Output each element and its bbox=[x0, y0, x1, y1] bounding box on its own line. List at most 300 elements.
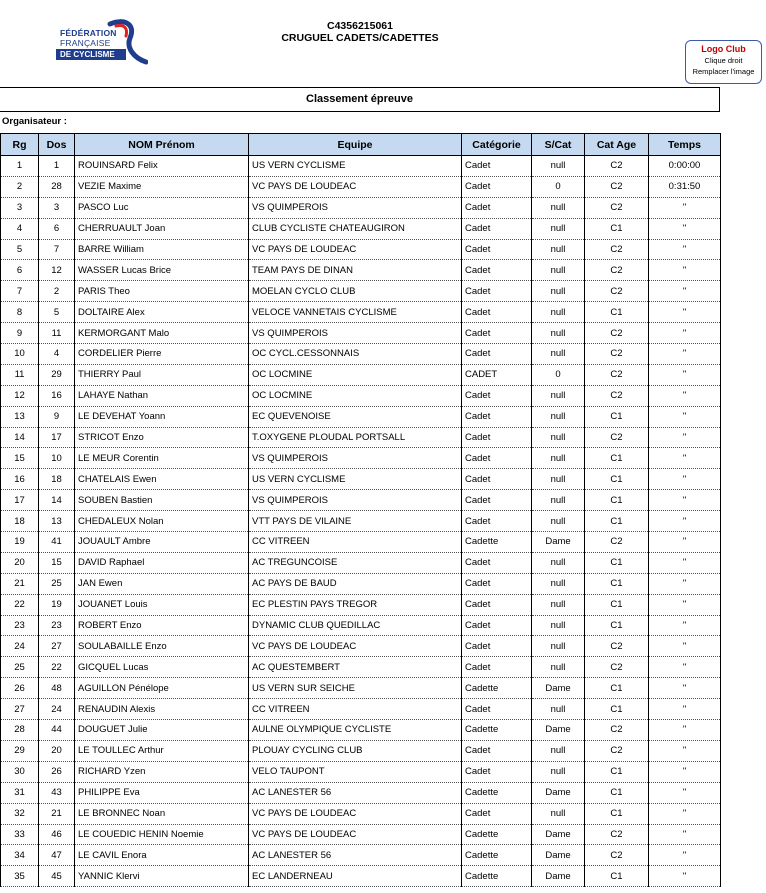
table-row bbox=[1, 427, 721, 448]
bib-cell: 4 bbox=[39, 344, 75, 365]
name-cell: LE DEVEHAT Yoann bbox=[75, 406, 249, 427]
team-cell: PLOUAY CYCLING CLUB bbox=[249, 740, 462, 761]
name-cell: DOUGUET Julie bbox=[75, 720, 249, 741]
time-cell: " bbox=[649, 594, 721, 615]
age-category-cell: C1 bbox=[585, 678, 649, 699]
age-category-cell: C1 bbox=[585, 615, 649, 636]
rank-cell: 21 bbox=[1, 573, 39, 594]
team-cell: VS QUIMPEROIS bbox=[249, 490, 462, 511]
team-cell: VC PAYS DE LOUDEAC bbox=[249, 239, 462, 260]
subcategory-cell: Dame bbox=[532, 720, 585, 741]
time-cell: " bbox=[649, 448, 721, 469]
subcategory-cell: null bbox=[532, 699, 585, 720]
name-cell: DOLTAIRE Alex bbox=[75, 302, 249, 323]
col-header-name: NOM Prénom bbox=[75, 134, 249, 156]
time-cell: " bbox=[649, 385, 721, 406]
rank-cell: 25 bbox=[1, 657, 39, 678]
subcategory-cell: Dame bbox=[532, 532, 585, 553]
age-category-cell: C2 bbox=[585, 385, 649, 406]
age-category-cell: C1 bbox=[585, 803, 649, 824]
team-cell: VC PAYS DE LOUDEAC bbox=[249, 803, 462, 824]
table-row bbox=[1, 448, 721, 469]
table-row bbox=[1, 406, 721, 427]
rank-cell: 26 bbox=[1, 678, 39, 699]
bib-cell: 23 bbox=[39, 615, 75, 636]
category-cell: Cadet bbox=[462, 615, 532, 636]
age-category-cell: C1 bbox=[585, 782, 649, 803]
rank-cell: 2 bbox=[1, 176, 39, 197]
col-header-age-category: Cat Age bbox=[585, 134, 649, 156]
time-cell: " bbox=[649, 323, 721, 344]
subcategory-cell: null bbox=[532, 657, 585, 678]
category-cell: Cadette bbox=[462, 845, 532, 866]
subcategory-cell: null bbox=[532, 761, 585, 782]
name-cell: THIERRY Paul bbox=[75, 364, 249, 385]
subcategory-cell: 0 bbox=[532, 364, 585, 385]
subcategory-cell: null bbox=[532, 803, 585, 824]
category-cell: Cadet bbox=[462, 490, 532, 511]
team-cell: US VERN SUR SEICHE bbox=[249, 678, 462, 699]
name-cell: RICHARD Yzen bbox=[75, 761, 249, 782]
subcategory-cell: null bbox=[532, 344, 585, 365]
age-category-cell: C2 bbox=[585, 176, 649, 197]
table-row bbox=[1, 845, 721, 866]
age-category-cell: C2 bbox=[585, 197, 649, 218]
category-cell: Cadet bbox=[462, 176, 532, 197]
bib-cell: 16 bbox=[39, 385, 75, 406]
table-row bbox=[1, 615, 721, 636]
team-cell: EC LANDERNEAU bbox=[249, 866, 462, 887]
col-header-rank: Rg bbox=[1, 134, 39, 156]
bib-cell: 18 bbox=[39, 469, 75, 490]
table-row bbox=[1, 302, 721, 323]
age-category-cell: C2 bbox=[585, 824, 649, 845]
rank-cell: 12 bbox=[1, 385, 39, 406]
table-row bbox=[1, 866, 721, 887]
age-category-cell: C1 bbox=[585, 406, 649, 427]
bib-cell: 19 bbox=[39, 594, 75, 615]
category-cell: Cadet bbox=[462, 218, 532, 239]
team-cell: VS QUIMPEROIS bbox=[249, 448, 462, 469]
age-category-cell: C2 bbox=[585, 344, 649, 365]
bib-cell: 20 bbox=[39, 740, 75, 761]
cyclist-swoosh-icon bbox=[106, 18, 148, 66]
age-category-cell: C2 bbox=[585, 427, 649, 448]
team-cell: CC VITREEN bbox=[249, 699, 462, 720]
bib-cell: 17 bbox=[39, 427, 75, 448]
team-cell: AC LANESTER 56 bbox=[249, 845, 462, 866]
time-cell: " bbox=[649, 824, 721, 845]
age-category-cell: C1 bbox=[585, 699, 649, 720]
subcategory-cell: Dame bbox=[532, 845, 585, 866]
bib-cell: 13 bbox=[39, 511, 75, 532]
name-cell: LE BRONNEC Noan bbox=[75, 803, 249, 824]
team-cell: EC QUEVENOISE bbox=[249, 406, 462, 427]
rank-cell: 13 bbox=[1, 406, 39, 427]
table-row bbox=[1, 218, 721, 239]
category-cell: Cadet bbox=[462, 239, 532, 260]
category-cell: Cadet bbox=[462, 740, 532, 761]
time-cell: " bbox=[649, 573, 721, 594]
table-row bbox=[1, 176, 721, 197]
table-row bbox=[1, 636, 721, 657]
name-cell: JAN Ewen bbox=[75, 573, 249, 594]
bib-cell: 43 bbox=[39, 782, 75, 803]
table-row bbox=[1, 490, 721, 511]
rank-cell: 11 bbox=[1, 364, 39, 385]
bib-cell: 12 bbox=[39, 260, 75, 281]
subcategory-cell: null bbox=[532, 740, 585, 761]
time-cell: " bbox=[649, 302, 721, 323]
rank-cell: 16 bbox=[1, 469, 39, 490]
name-cell: STRICOT Enzo bbox=[75, 427, 249, 448]
name-cell: ROUINSARD Felix bbox=[75, 156, 249, 177]
team-cell: AC TREGUNCOISE bbox=[249, 552, 462, 573]
category-cell: Cadet bbox=[462, 385, 532, 406]
table-header-row bbox=[1, 134, 721, 156]
rank-cell: 24 bbox=[1, 636, 39, 657]
age-category-cell: C1 bbox=[585, 594, 649, 615]
rank-cell: 1 bbox=[1, 156, 39, 177]
bib-cell: 1 bbox=[39, 156, 75, 177]
name-cell: LE CAVIL Enora bbox=[75, 845, 249, 866]
organisateur-label: Organisateur : bbox=[2, 116, 67, 127]
age-category-cell: C1 bbox=[585, 218, 649, 239]
age-category-cell: C2 bbox=[585, 636, 649, 657]
age-category-cell: C2 bbox=[585, 156, 649, 177]
rank-cell: 9 bbox=[1, 323, 39, 344]
category-cell: Cadette bbox=[462, 678, 532, 699]
team-cell: VC PAYS DE LOUDEAC bbox=[249, 824, 462, 845]
table-row bbox=[1, 699, 721, 720]
category-cell: Cadet bbox=[462, 427, 532, 448]
name-cell: SOULABAILLE Enzo bbox=[75, 636, 249, 657]
bib-cell: 26 bbox=[39, 761, 75, 782]
team-cell: AC QUESTEMBERT bbox=[249, 657, 462, 678]
category-cell: CADET bbox=[462, 364, 532, 385]
subcategory-cell: null bbox=[532, 239, 585, 260]
age-category-cell: C2 bbox=[585, 281, 649, 302]
race-name: CRUGUEL CADETS/CADETTES bbox=[281, 32, 439, 44]
rank-cell: 22 bbox=[1, 594, 39, 615]
age-category-cell: C2 bbox=[585, 323, 649, 344]
col-header-team: Equipe bbox=[249, 134, 462, 156]
team-cell: AC LANESTER 56 bbox=[249, 782, 462, 803]
time-cell: " bbox=[649, 260, 721, 281]
bib-cell: 45 bbox=[39, 866, 75, 887]
category-cell: Cadet bbox=[462, 197, 532, 218]
time-cell: " bbox=[649, 197, 721, 218]
table-row bbox=[1, 552, 721, 573]
subcategory-cell: Dame bbox=[532, 824, 585, 845]
subcategory-cell: null bbox=[532, 385, 585, 406]
team-cell: VC PAYS DE LOUDEAC bbox=[249, 636, 462, 657]
age-category-cell: C1 bbox=[585, 448, 649, 469]
time-cell: " bbox=[649, 469, 721, 490]
time-cell: " bbox=[649, 344, 721, 365]
time-cell: " bbox=[649, 615, 721, 636]
age-category-cell: C2 bbox=[585, 260, 649, 281]
rank-cell: 19 bbox=[1, 532, 39, 553]
subcategory-cell: null bbox=[532, 427, 585, 448]
category-cell: Cadette bbox=[462, 532, 532, 553]
race-code: C4356215061 bbox=[327, 20, 393, 32]
category-cell: Cadet bbox=[462, 281, 532, 302]
bib-cell: 3 bbox=[39, 197, 75, 218]
rank-cell: 14 bbox=[1, 427, 39, 448]
time-cell: " bbox=[649, 281, 721, 302]
category-cell: Cadet bbox=[462, 156, 532, 177]
ffc-logo bbox=[50, 14, 150, 66]
age-category-cell: C2 bbox=[585, 657, 649, 678]
rank-cell: 35 bbox=[1, 866, 39, 887]
time-cell: " bbox=[649, 532, 721, 553]
subcategory-cell: null bbox=[532, 573, 585, 594]
table-row bbox=[1, 197, 721, 218]
rank-cell: 17 bbox=[1, 490, 39, 511]
bib-cell: 44 bbox=[39, 720, 75, 741]
age-category-cell: C2 bbox=[585, 239, 649, 260]
name-cell: LE TOULLEC Arthur bbox=[75, 740, 249, 761]
name-cell: DAVID Raphael bbox=[75, 552, 249, 573]
name-cell: WASSER Lucas Brice bbox=[75, 260, 249, 281]
name-cell: YANNIC Klervi bbox=[75, 866, 249, 887]
age-category-cell: C1 bbox=[585, 552, 649, 573]
rank-cell: 30 bbox=[1, 761, 39, 782]
col-header-time: Temps bbox=[649, 134, 721, 156]
bib-cell: 9 bbox=[39, 406, 75, 427]
table-row bbox=[1, 281, 721, 302]
rank-cell: 23 bbox=[1, 615, 39, 636]
category-cell: Cadet bbox=[462, 699, 532, 720]
team-cell: VS QUIMPEROIS bbox=[249, 323, 462, 344]
team-cell: VC PAYS DE LOUDEAC bbox=[249, 176, 462, 197]
table-row bbox=[1, 824, 721, 845]
rank-cell: 29 bbox=[1, 740, 39, 761]
category-cell: Cadet bbox=[462, 406, 532, 427]
subcategory-cell: Dame bbox=[532, 866, 585, 887]
col-header-category: Catégorie bbox=[462, 134, 532, 156]
team-cell: AC PAYS DE BAUD bbox=[249, 573, 462, 594]
team-cell: MOELAN CYCLO CLUB bbox=[249, 281, 462, 302]
rank-cell: 20 bbox=[1, 552, 39, 573]
team-cell: OC LOCMINE bbox=[249, 364, 462, 385]
table-row bbox=[1, 803, 721, 824]
bib-cell: 15 bbox=[39, 552, 75, 573]
table-row bbox=[1, 761, 721, 782]
subcategory-cell: null bbox=[532, 260, 585, 281]
time-cell: " bbox=[649, 782, 721, 803]
bib-cell: 22 bbox=[39, 657, 75, 678]
category-cell: Cadet bbox=[462, 803, 532, 824]
time-cell: " bbox=[649, 427, 721, 448]
age-category-cell: C1 bbox=[585, 490, 649, 511]
bib-cell: 21 bbox=[39, 803, 75, 824]
team-cell: T.OXYGENE PLOUDAL PORTSALL bbox=[249, 427, 462, 448]
bib-cell: 14 bbox=[39, 490, 75, 511]
logo-club-placeholder[interactable] bbox=[685, 40, 762, 84]
bib-cell: 28 bbox=[39, 176, 75, 197]
table-row bbox=[1, 657, 721, 678]
time-cell: " bbox=[649, 720, 721, 741]
bib-cell: 27 bbox=[39, 636, 75, 657]
category-cell: Cadet bbox=[462, 323, 532, 344]
age-category-cell: C1 bbox=[585, 511, 649, 532]
age-category-cell: C2 bbox=[585, 740, 649, 761]
age-category-cell: C2 bbox=[585, 720, 649, 741]
table-row bbox=[1, 239, 721, 260]
subcategory-cell: null bbox=[532, 448, 585, 469]
bib-cell: 25 bbox=[39, 573, 75, 594]
category-cell: Cadet bbox=[462, 448, 532, 469]
category-cell: Cadette bbox=[462, 720, 532, 741]
col-header-bib: Dos bbox=[39, 134, 75, 156]
time-cell: " bbox=[649, 845, 721, 866]
table-row bbox=[1, 364, 721, 385]
rank-cell: 28 bbox=[1, 720, 39, 741]
subcategory-cell: Dame bbox=[532, 678, 585, 699]
category-cell: Cadet bbox=[462, 469, 532, 490]
name-cell: KERMORGANT Malo bbox=[75, 323, 249, 344]
subcategory-cell: Dame bbox=[532, 782, 585, 803]
category-cell: Cadette bbox=[462, 782, 532, 803]
rank-cell: 31 bbox=[1, 782, 39, 803]
table-row bbox=[1, 511, 721, 532]
subcategory-cell: null bbox=[532, 490, 585, 511]
category-cell: Cadet bbox=[462, 344, 532, 365]
subcategory-cell: null bbox=[532, 594, 585, 615]
bib-cell: 10 bbox=[39, 448, 75, 469]
table-row bbox=[1, 385, 721, 406]
age-category-cell: C1 bbox=[585, 302, 649, 323]
rank-cell: 32 bbox=[1, 803, 39, 824]
name-cell: PHILIPPE Eva bbox=[75, 782, 249, 803]
table-row bbox=[1, 678, 721, 699]
time-cell: " bbox=[649, 239, 721, 260]
table-row bbox=[1, 156, 721, 177]
team-cell: VTT PAYS DE VILAINE bbox=[249, 511, 462, 532]
category-cell: Cadet bbox=[462, 594, 532, 615]
age-category-cell: C2 bbox=[585, 364, 649, 385]
logo-club-title: Logo Club bbox=[701, 44, 746, 54]
category-cell: Cadet bbox=[462, 636, 532, 657]
team-cell: VS QUIMPEROIS bbox=[249, 197, 462, 218]
category-cell: Cadette bbox=[462, 824, 532, 845]
name-cell: BARRE William bbox=[75, 239, 249, 260]
time-cell: " bbox=[649, 490, 721, 511]
subcategory-cell: null bbox=[532, 552, 585, 573]
table-row bbox=[1, 323, 721, 344]
name-cell: SOUBEN Bastien bbox=[75, 490, 249, 511]
team-cell: US VERN CYCLISME bbox=[249, 156, 462, 177]
team-cell: DYNAMIC CLUB QUEDILLAC bbox=[249, 615, 462, 636]
time-cell: " bbox=[649, 699, 721, 720]
team-cell: TEAM PAYS DE DINAN bbox=[249, 260, 462, 281]
time-cell: " bbox=[649, 218, 721, 239]
name-cell: PASCO Luc bbox=[75, 197, 249, 218]
name-cell: JOUANET Louis bbox=[75, 594, 249, 615]
name-cell: CORDELIER Pierre bbox=[75, 344, 249, 365]
time-cell: " bbox=[649, 678, 721, 699]
age-category-cell: C2 bbox=[585, 532, 649, 553]
section-title: Classement épreuve bbox=[0, 88, 720, 112]
category-cell: Cadet bbox=[462, 552, 532, 573]
rank-cell: 18 bbox=[1, 511, 39, 532]
name-cell: LE MEUR Corentin bbox=[75, 448, 249, 469]
bib-cell: 29 bbox=[39, 364, 75, 385]
subcategory-cell: null bbox=[532, 323, 585, 344]
team-cell: EC PLESTIN PAYS TREGOR bbox=[249, 594, 462, 615]
subcategory-cell: null bbox=[532, 302, 585, 323]
bib-cell: 48 bbox=[39, 678, 75, 699]
subcategory-cell: null bbox=[532, 615, 585, 636]
col-header-subcategory: S/Cat bbox=[532, 134, 585, 156]
results-table bbox=[0, 133, 721, 887]
name-cell: LAHAYE Nathan bbox=[75, 385, 249, 406]
logo-line1: FÉDÉRATION bbox=[60, 28, 117, 38]
rank-cell: 33 bbox=[1, 824, 39, 845]
team-cell: AULNE OLYMPIQUE CYCLISTE bbox=[249, 720, 462, 741]
time-cell: " bbox=[649, 364, 721, 385]
rank-cell: 5 bbox=[1, 239, 39, 260]
table-row bbox=[1, 532, 721, 553]
rank-cell: 7 bbox=[1, 281, 39, 302]
team-cell: OC LOCMINE bbox=[249, 385, 462, 406]
rank-cell: 10 bbox=[1, 344, 39, 365]
age-category-cell: C2 bbox=[585, 845, 649, 866]
rank-cell: 4 bbox=[1, 218, 39, 239]
name-cell: VEZIE Maxime bbox=[75, 176, 249, 197]
name-cell: PARIS Theo bbox=[75, 281, 249, 302]
logo-club-line1: Clique droit bbox=[704, 56, 743, 65]
logo-bar-text: DE CYCLISME bbox=[60, 50, 115, 59]
category-cell: Cadet bbox=[462, 761, 532, 782]
bib-cell: 41 bbox=[39, 532, 75, 553]
name-cell: LE COUEDIC HENIN Noemie bbox=[75, 824, 249, 845]
time-cell: " bbox=[649, 552, 721, 573]
bib-cell: 47 bbox=[39, 845, 75, 866]
time-cell: " bbox=[649, 866, 721, 887]
name-cell: CHATELAIS Ewen bbox=[75, 469, 249, 490]
bib-cell: 46 bbox=[39, 824, 75, 845]
time-cell: 0:00:00 bbox=[649, 156, 721, 177]
category-cell: Cadet bbox=[462, 260, 532, 281]
category-cell: Cadet bbox=[462, 511, 532, 532]
time-cell: " bbox=[649, 406, 721, 427]
rank-cell: 15 bbox=[1, 448, 39, 469]
time-cell: 0:31:50 bbox=[649, 176, 721, 197]
bib-cell: 7 bbox=[39, 239, 75, 260]
table-row bbox=[1, 573, 721, 594]
rank-cell: 8 bbox=[1, 302, 39, 323]
bib-cell: 24 bbox=[39, 699, 75, 720]
name-cell: AGUILLON Pénélope bbox=[75, 678, 249, 699]
subcategory-cell: null bbox=[532, 406, 585, 427]
table-row bbox=[1, 344, 721, 365]
bib-cell: 6 bbox=[39, 218, 75, 239]
table-row bbox=[1, 260, 721, 281]
age-category-cell: C1 bbox=[585, 469, 649, 490]
rank-cell: 6 bbox=[1, 260, 39, 281]
name-cell: JOUAULT Ambre bbox=[75, 532, 249, 553]
subcategory-cell: null bbox=[532, 636, 585, 657]
logo-line2: FRANÇAISE bbox=[60, 38, 111, 48]
name-cell: ROBERT Enzo bbox=[75, 615, 249, 636]
age-category-cell: C1 bbox=[585, 573, 649, 594]
category-cell: Cadet bbox=[462, 657, 532, 678]
team-cell: VELOCE VANNETAIS CYCLISME bbox=[249, 302, 462, 323]
time-cell: " bbox=[649, 511, 721, 532]
